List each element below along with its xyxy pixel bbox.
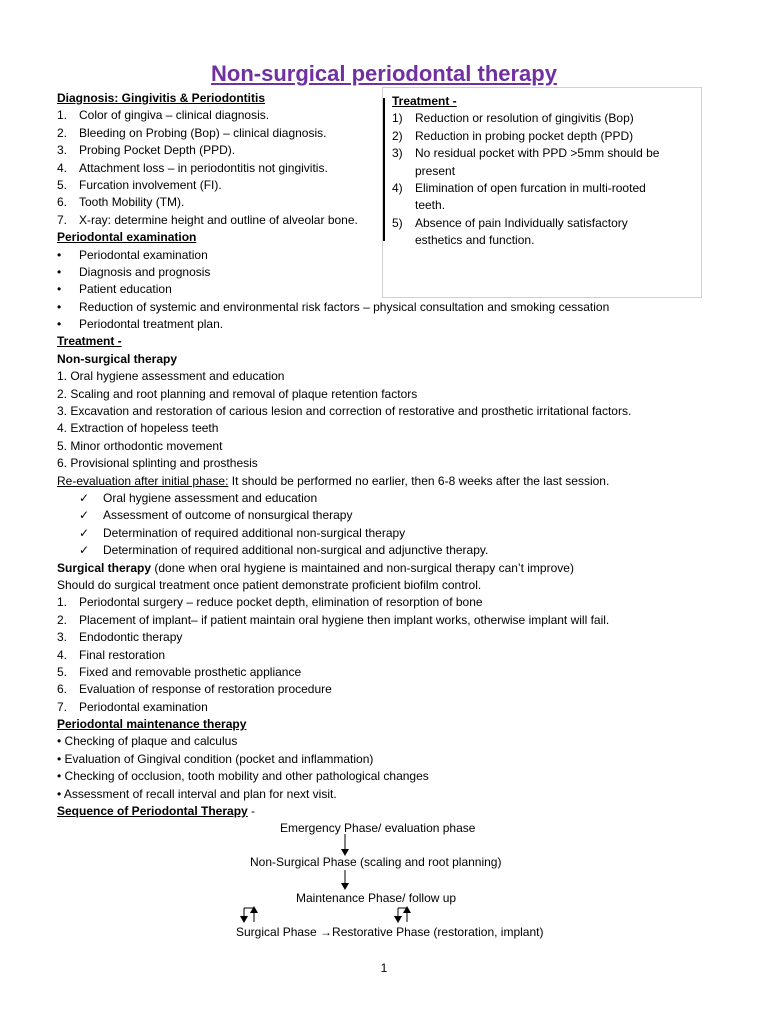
item-text: Determination of required additional non-surgical therapy [103,525,406,540]
item-text: Periodontal surgery – reduce pocket depth, elimination of resorption of bone [79,595,483,610]
exam-item [57,247,747,264]
goal-text: No residual pocket with PPD >5mm should be [415,146,660,161]
reevaluation-text: It should be performed no earlier, then 6-8 weeks after the last session. [228,473,610,488]
item-number: 7. [57,699,68,714]
reevaluation-item [57,507,747,524]
reevaluation-line [57,473,747,490]
bullet-icon: • [57,282,62,297]
item-text: Fixed and removable prosthetic appliance [79,664,302,679]
bullet-icon: • [57,247,62,262]
item-text: Oral hygiene assessment and education [103,490,318,505]
diagnosis-heading: Diagnosis: Gingivitis & Periodontitis [57,91,266,105]
goal-text: Reduction or resolution of gingivitis (Bop) [415,111,634,126]
item-number: 2. [57,125,68,140]
treatment-list [57,368,747,472]
sequence-heading: Sequence of Periodontal Therapy [57,804,248,819]
goal-number: 3) [392,146,403,161]
goal-text: Reduction in probing pocket depth (PPD) [415,128,634,143]
item-text: Diagnosis and prognosis [79,264,211,279]
surgical-item [57,612,747,629]
item-number: 1. [57,108,68,123]
surgical-note: Should do surgical treatment once patient demonstrate proficient biofilm control. [57,577,482,592]
goal-text: Elimination of open furcation in multi-rooted [415,180,646,195]
item-number: 6. [57,682,68,697]
item-text: Attachment loss – in periodontitis not gingivitis. [79,160,328,175]
main-content [57,90,747,820]
item-text: Assessment of outcome of nonsurgical therapy [103,508,353,523]
maintenance-item: • Evaluation of Gingival condition (pocket and inflammation) [57,751,374,766]
item-number: 3. [57,630,68,645]
diagnosis-item [57,107,747,124]
surgical-list [57,594,747,716]
item-number: 7. [57,212,68,227]
flow-step-nonsurgical: Non-Surgical Phase (scaling and root planning) [250,855,502,869]
treatment-item: 3. Excavation and restoration of carious lesion and correction of restorative and prosthetic irritational factors. [57,404,632,419]
treatment-item: 6. Provisional splinting and prosthesis [57,456,258,471]
exam-list [57,247,747,334]
goal-text: teeth. [415,198,446,213]
item-number: 4. [57,160,68,175]
treatment-goals-heading: Treatment - [392,94,457,108]
item-number: 5. [57,177,68,192]
diagnosis-item [57,160,747,177]
item-text: Bleeding on Probing (Bop) – clinical diagnosis. [79,125,327,140]
goal-number: 2) [392,128,403,143]
diagnosis-item [57,212,747,229]
checkmark-icon: ✓ [79,543,90,558]
item-text: Evaluation of response of restoration procedure [79,682,332,697]
maintenance-heading: Periodontal maintenance therapy [57,717,247,732]
exam-item [57,299,747,316]
goal-text: Absence of pain Individually satisfactory [415,215,628,230]
item-text: Placement of implant– if patient maintain oral hygiene then implant works, otherwise implant will fail. [79,612,610,627]
item-text: Endodontic therapy [79,630,183,645]
exam-heading: Periodontal examination [57,230,197,245]
item-text: Probing Pocket Depth (PPD). [79,143,236,158]
treatment-item: 1. Oral hygiene assessment and education [57,369,285,384]
diagnosis-item [57,194,747,211]
item-text: Periodontal examination [79,699,208,714]
exam-item [57,316,747,333]
flow-step-surgical: Surgical Phase →Restorative Phase (restoration, implant) [236,925,544,939]
sequence-suffix: - [247,804,256,819]
surgical-label: Surgical therapy [57,560,152,575]
item-text: Final restoration [79,647,166,662]
item-text: X-ray: determine height and outline of alveolar bone. [79,212,358,227]
exam-item [57,264,747,281]
item-number: 2. [57,612,68,627]
goal-text: present [415,163,456,178]
item-text: Furcation involvement (FI). [79,177,222,192]
checkmark-icon: ✓ [79,508,90,523]
flow-step-maintenance: Maintenance Phase/ follow up [296,891,457,905]
goal-text: esthetics and function. [415,233,535,248]
item-number: 4. [57,647,68,662]
loop-left-down-head [240,916,248,923]
treatment-item: 4. Extraction of hopeless teeth [57,421,219,436]
item-text: Periodontal examination [79,247,208,262]
surgical-item [57,699,747,716]
reevaluation-label: Re-evaluation after initial phase: [57,473,229,488]
bullet-icon: • [57,264,62,279]
diagnosis-list [57,107,747,229]
checkmark-icon: ✓ [79,525,90,540]
item-text: Periodontal treatment plan. [79,317,224,332]
surgical-text: (done when oral hygiene is maintained and non-surgical therapy can’t improve) [151,560,574,575]
exam-item [57,281,747,298]
bullet-icon: • [57,317,62,332]
reevaluation-list [57,490,747,560]
checkmark-icon: ✓ [79,490,90,505]
maintenance-item: • Checking of occlusion, tooth mobility and other pathological changes [57,769,429,784]
surgical-line [57,560,747,577]
loop-left-up-head [250,906,258,913]
treatment-heading: Treatment - [57,334,122,349]
item-text: Patient education [79,282,172,297]
maintenance-list [57,733,747,803]
surgical-item [57,594,747,611]
treatment-item: 5. Minor orthodontic movement [57,438,223,453]
flow-step-emergency: Emergency Phase/ evaluation phase [280,821,476,835]
maintenance-item: • Assessment of recall interval and plan for next visit. [57,786,337,801]
item-number: 3. [57,143,68,158]
item-number: 5. [57,664,68,679]
surgical-item [57,647,747,664]
item-text: Reduction of systemic and environmental risk factors – physical consultation and smoking cessation [79,299,610,314]
reevaluation-item [57,525,747,542]
surgical-item [57,629,747,646]
item-number: 1. [57,595,68,610]
reevaluation-item [57,490,747,507]
treatment-item: 2. Scaling and root planning and removal of plaque retention factors [57,386,418,401]
page-title: Non-surgical periodontal therapy [211,61,557,86]
goal-number: 1) [392,111,403,126]
arrow-2-head [341,883,349,890]
page-number: 1 [380,961,388,975]
item-text: Determination of required additional non-surgical and adjunctive therapy. [103,543,489,558]
diagnosis-item [57,177,747,194]
diagnosis-item [57,125,747,142]
maintenance-item: • Checking of plaque and calculus [57,734,238,749]
goal-number: 5) [392,215,403,230]
surgical-item [57,681,747,698]
diagnosis-item [57,142,747,159]
item-number: 6. [57,195,68,210]
bullet-icon: • [57,299,62,314]
sequence-flow-diagram [0,812,768,952]
item-text: Tooth Mobility (TM). [79,195,185,210]
nonsurgical-subheading: Non-surgical therapy [57,351,178,366]
surgical-item [57,664,747,681]
reevaluation-item [57,542,747,559]
loop-right-down-head [394,916,402,923]
goal-number: 4) [392,180,403,195]
item-text: Color of gingiva – clinical diagnosis. [79,108,270,123]
